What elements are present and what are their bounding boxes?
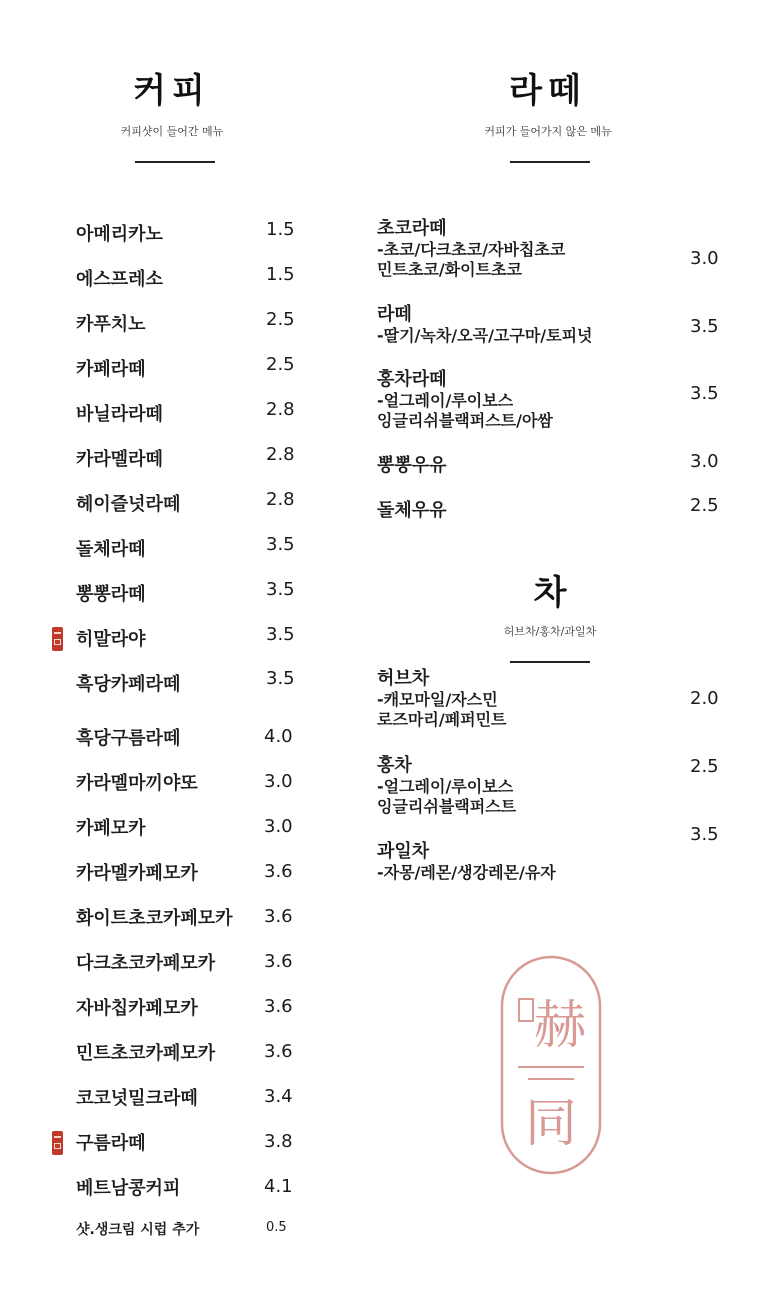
menu-item-price: 4.1	[264, 1176, 293, 1197]
menu-item-name: 흑당구름라떼	[76, 728, 181, 749]
menu-item-name: 코코넛밀크라떼	[76, 1088, 198, 1109]
menu-item-details: -딸기/녹차/오곡/고구마/토피넛	[377, 326, 593, 345]
menu-item-price: 2.5	[690, 495, 719, 516]
latte-section-title: 라떼	[509, 71, 587, 111]
menu-item-name: 히말라야	[76, 629, 146, 650]
menu-item-price: 3.6	[264, 861, 293, 882]
menu-item-name: 카라멜마끼야또	[76, 773, 198, 794]
menu-item-price: 2.5	[266, 354, 295, 375]
menu-item-price: 2.8	[266, 489, 295, 510]
tea-section-divider	[510, 661, 590, 663]
menu-item-details: 잉글리쉬블랙퍼스트/아쌈	[377, 411, 553, 430]
menu-item-price: 1.5	[266, 219, 295, 240]
menu-item-price: 3.4	[264, 1086, 293, 1107]
menu-item-price: 3.0	[264, 816, 293, 837]
menu-item-name: 뽕뽕우유	[377, 455, 447, 476]
menu-item-price: 3.5	[266, 579, 295, 600]
menu-item-details: -초코/다크초코/자바칩초코	[377, 240, 566, 259]
menu-item-name: 라떼	[377, 304, 412, 325]
menu-item-price: 3.5	[690, 316, 719, 337]
menu-item-name: 허브차	[377, 668, 430, 689]
latte-section-subtitle: 커피가 들어가지 않은 메뉴	[484, 125, 612, 138]
menu-item-name: 과일차	[377, 841, 430, 862]
tea-section-subtitle: 허브차/홍차/과일차	[503, 625, 597, 638]
menu-item-price: 3.0	[264, 771, 293, 792]
menu-item-details: 민트초코/화이트초코	[377, 260, 522, 279]
menu-item-name: 카페라떼	[76, 359, 146, 380]
menu-item-price: 1.5	[266, 264, 295, 285]
menu-item-price: 3.6	[264, 906, 293, 927]
menu-item-name: 돌체우유	[377, 500, 447, 521]
menu-item-price: 3.0	[690, 451, 719, 472]
menu-item-price: 2.8	[266, 444, 295, 465]
menu-item-name: 홍차라떼	[377, 369, 447, 390]
menu-item-price: 3.6	[264, 996, 293, 1017]
menu-item-name: 돌체라떼	[76, 539, 146, 560]
menu-item-name: 뽕뽕라떼	[76, 584, 146, 605]
menu-item-details: -자몽/레몬/생강레몬/유자	[377, 863, 556, 882]
menu-item-details: -얼그레이/루이보스	[377, 391, 514, 410]
signature-badge-icon	[52, 1131, 63, 1155]
menu-item-price: 3.5	[266, 624, 295, 645]
menu-item-price: 3.5	[266, 534, 295, 555]
menu-item-details: -얼그레이/루이보스	[377, 777, 514, 796]
logo-stamp-icon	[500, 955, 602, 1175]
menu-extra-name: 샷.생크림 시럽 추가	[76, 1222, 200, 1238]
svg-text:赫: 赫	[533, 996, 587, 1056]
menu-item-name: 다크초코카페모카	[76, 953, 216, 974]
latte-section-divider	[510, 161, 590, 163]
menu-item-name: 카페모카	[76, 818, 146, 839]
menu-item-name: 아메리카노	[76, 224, 163, 245]
menu-item-name: 에스프레소	[76, 269, 163, 290]
signature-badge-icon	[52, 627, 63, 651]
coffee-section-title: 커피	[133, 71, 211, 111]
tea-section-title: 차	[533, 573, 567, 613]
menu-item-name: 헤이즐넛라떼	[76, 494, 181, 515]
svg-text:同: 同	[524, 1094, 578, 1154]
menu-item-price: 3.5	[690, 383, 719, 404]
menu-item-price: 3.6	[264, 1041, 293, 1062]
coffee-section-divider	[135, 161, 215, 163]
menu-item-price: 2.5	[266, 309, 295, 330]
menu-item-details: 로즈마리/페퍼민트	[377, 710, 507, 729]
menu-item-name: 카라멜라떼	[76, 449, 163, 470]
menu-item-price: 3.6	[264, 951, 293, 972]
menu-item-name: 화이트초코카페모카	[76, 908, 233, 929]
menu-item-name: 초코라떼	[377, 218, 447, 239]
menu-item-name: 바닐라라떼	[76, 404, 163, 425]
menu-item-name: 흑당카페라떼	[76, 674, 181, 695]
menu-item-name: 구름라떼	[76, 1133, 146, 1154]
menu-item-price: 4.0	[264, 726, 293, 747]
menu-item-price: 3.8	[264, 1131, 293, 1152]
menu-item-price: 3.0	[690, 248, 719, 269]
menu-extra-price: 0.5	[266, 1220, 287, 1235]
menu-item-price: 3.5	[690, 824, 719, 845]
menu-item-details: 잉글리쉬블랙퍼스트	[377, 797, 517, 816]
coffee-section-subtitle: 커피샷이 들어간 메뉴	[120, 125, 224, 138]
cafe-logo-stamp	[500, 955, 602, 1175]
menu-item-name: 민트초코카페모카	[76, 1043, 216, 1064]
menu-item-name: 홍차	[377, 755, 412, 776]
menu-item-name: 베트남콩커피	[76, 1178, 181, 1199]
menu-item-details: -캐모마일/자스민	[377, 690, 498, 709]
menu-item-name: 자바칩카페모카	[76, 998, 198, 1019]
menu-item-price: 2.0	[690, 688, 719, 709]
menu-item-price: 3.5	[266, 668, 295, 689]
menu-item-price: 2.5	[690, 756, 719, 777]
menu-item-name: 카라멜카페모카	[76, 863, 198, 884]
menu-item-price: 2.8	[266, 399, 295, 420]
menu-item-name: 카푸치노	[76, 314, 146, 335]
